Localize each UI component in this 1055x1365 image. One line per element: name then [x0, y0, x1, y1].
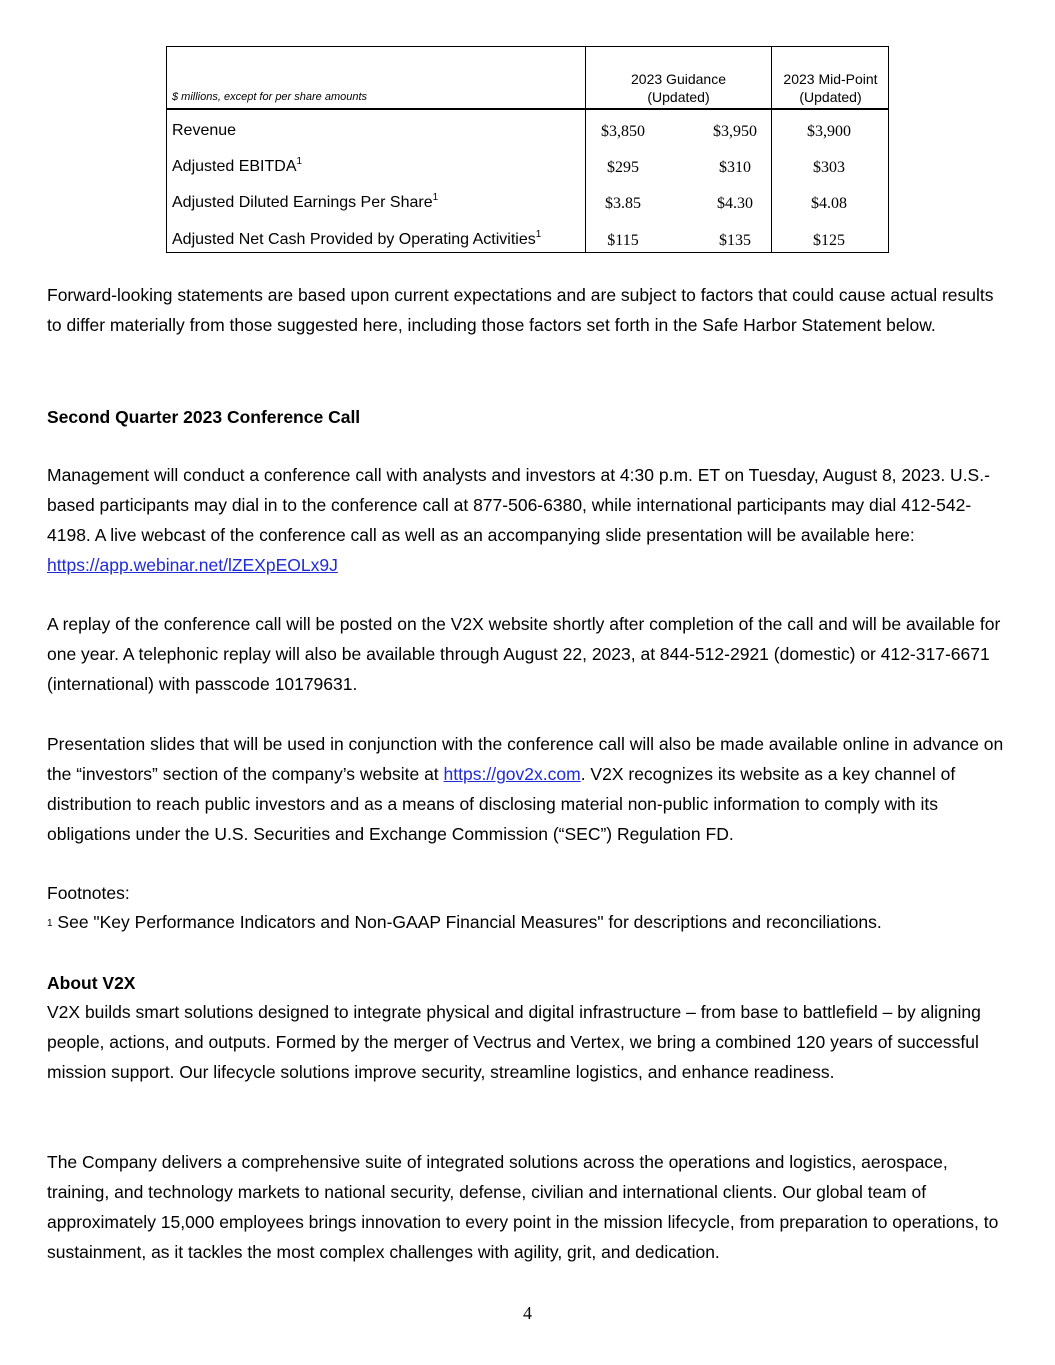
guidance-low-value: $115 — [607, 232, 639, 249]
guidance-low-value: $3.85 — [605, 195, 641, 212]
table-row-label — [172, 231, 541, 249]
conference-call-paragraph — [47, 460, 1012, 580]
guidance-table — [166, 46, 889, 253]
guidance-high-value: $4.30 — [717, 195, 753, 212]
midpoint-column-header — [772, 70, 889, 106]
row-label-text: Adjusted EBITDA — [172, 158, 297, 175]
footnote-marker: 1 — [296, 156, 303, 167]
footnote-marker: 1 — [47, 918, 53, 929]
about-heading: About V2X — [47, 973, 136, 993]
row-label-text: Adjusted Net Cash Provided by Operating Activities — [172, 231, 536, 248]
guidance-low-value: $3,850 — [601, 123, 645, 140]
presentation-slides-paragraph — [47, 729, 1012, 849]
guidance-high-value: $135 — [719, 232, 751, 249]
midpoint-value: $303 — [813, 159, 845, 176]
forward-looking-paragraph: Forward-looking statements are based upon current expectations and are subject to factors that could cause actual results to differ materially from those suggested here, including those factors set forth in the Safe Harbor Statement below. — [47, 285, 994, 335]
company-website-link[interactable]: https://gov2x.com — [443, 764, 581, 784]
paragraph-text: Presentation slides that will be used in conjunction with the conference call will also be made available online in advance on the “investors” section of the company’s website at — [47, 734, 1004, 784]
conference-call-heading: Second Quarter 2023 Conference Call — [47, 407, 361, 427]
guidance-low-value: $295 — [607, 159, 639, 176]
table-header-rule — [167, 108, 888, 110]
row-label-text: Revenue — [172, 122, 237, 139]
guidance-high-value: $3,950 — [713, 123, 757, 140]
table-row-label — [172, 194, 438, 212]
table-row-label — [172, 158, 302, 176]
guidance-column-header — [586, 70, 771, 106]
page-number: 4 — [523, 1303, 532, 1323]
table-units-label: $ millions, except for per share amounts — [172, 91, 368, 103]
footnote-text: See "Key Performance Indicators and Non-GAAP Financial Measures" for descriptions and reconciliations. — [52, 912, 882, 932]
footnote-marker: 1 — [535, 229, 542, 240]
webinar-link[interactable]: https://app.webinar.net/lZEXpEOLx9J — [47, 555, 338, 575]
footnote-1 — [47, 907, 1012, 937]
paragraph-text: . V2X recognizes its website as a key channel of distribution to reach public investors and as a means of disclosing material non-public information to comply with its obligations under the U.S. Securities and Exchange Commission (“SEC”) Regulation FD. — [47, 764, 956, 844]
header-line: 2023 Guidance — [631, 71, 726, 87]
midpoint-value: $125 — [813, 232, 845, 249]
midpoint-value: $4.08 — [811, 195, 847, 212]
about-paragraph-2: The Company delivers a comprehensive suite of integrated solutions across the operations and logistics, aerospace, training, and technology markets to national security, defense, civilian and international clients. Our global team of approximately 15,000 employees brings innovation to every point in the mission lifecycle, from preparation to operations, to sustainment, as it tackles the most complex challenges with agility, grit, and dedication. — [47, 1152, 999, 1262]
header-line: 2023 Mid-Point — [783, 71, 878, 87]
midpoint-value: $3,900 — [807, 123, 851, 140]
replay-paragraph: A replay of the conference call will be posted on the V2X website shortly after completion of the call and will be available for one year. A telephonic replay will also be available through August 22, 2023, at 844-512-2921 (domestic) or 412-317-6671 (international) with passcode 10179631. — [47, 614, 1001, 694]
paragraph-text: Management will conduct a conference call with analysts and investors at 4:30 p.m. ET on Tuesday, August 8, 2023. U.S.-based participants may dial in to the conference call at 877-506-6380, while international participants may dial 412-542-4198. A live webcast of the conference call as well as an accompanying slide presentation will be available here: — [47, 465, 990, 545]
row-label-text: Adjusted Diluted Earnings Per Share — [172, 194, 433, 211]
header-line: (Updated) — [799, 89, 862, 105]
footnotes-title: Footnotes: — [47, 883, 130, 903]
about-paragraph-1: V2X builds smart solutions designed to integrate physical and digital infrastructure – from base to battlefield – by aligning people, actions, and outputs. Formed by the merger of Vectrus and Vertex, we bring a combined 120 years of successful mission support. Our lifecycle solutions improve security, streamline logistics, and enhance readiness. — [47, 1002, 981, 1082]
guidance-high-value: $310 — [719, 159, 751, 176]
header-line: (Updated) — [647, 89, 710, 105]
table-row-label — [172, 122, 236, 140]
footnote-marker: 1 — [432, 192, 439, 203]
